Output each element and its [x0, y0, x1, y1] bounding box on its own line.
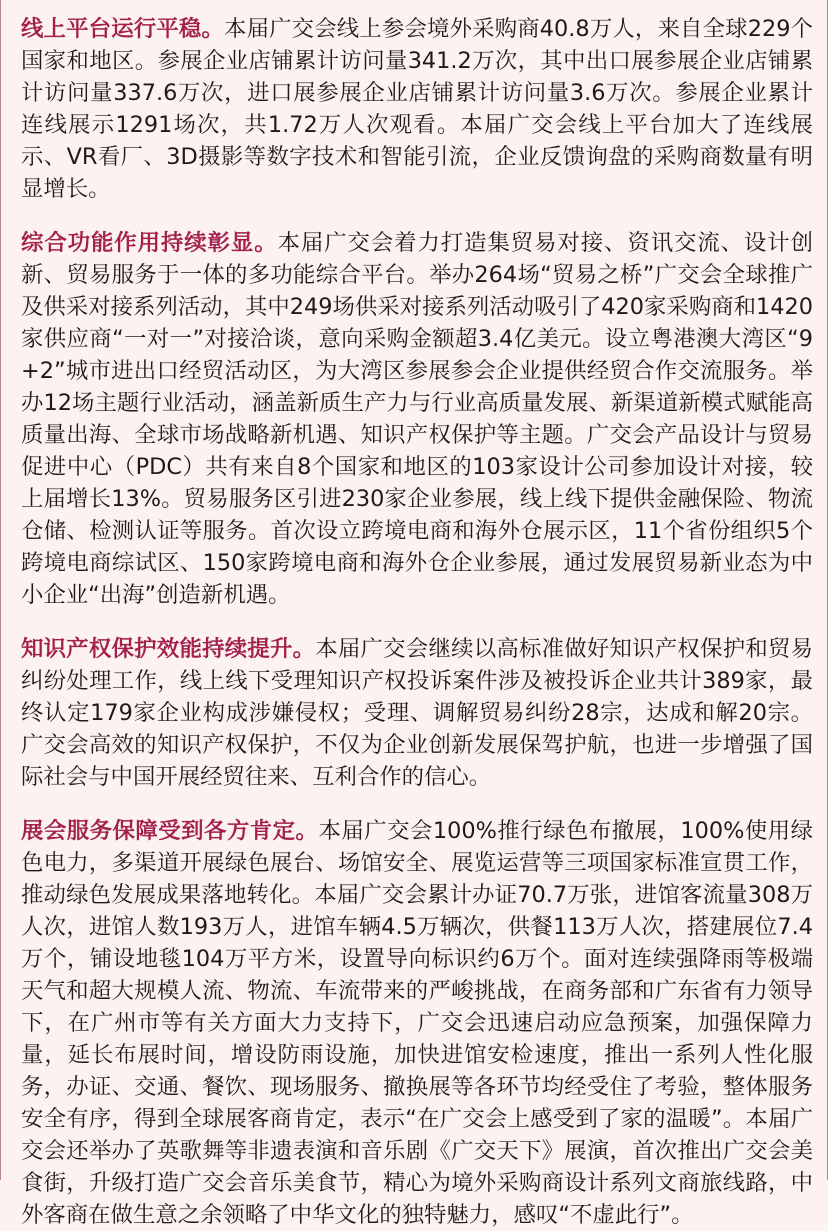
paragraph-lead: 展会服务保障受到各方肯定。	[21, 818, 319, 844]
paragraph-exhibition-services	[21, 815, 813, 1231]
paragraph-text: 本届广交会继续以高标准做好知识产权保护和贸易纠纷处理工作，线上线下受理知识产权投诉案件涉及被投诉企业共计389家，最终认定179家企业构成涉嫌侵权；受理、调解贸易纠纷28宗，达成和解20宗。广交会高效的知识产权保护，不仅为企业创新发展保驾护航，也进一步增强了国际社会与中国开展经贸往来、互利合作的信心。	[21, 636, 814, 790]
paragraph-lead: 综合功能作用持续彰显。	[21, 230, 278, 256]
paragraph-lead: 知识产权保护效能持续提升。	[21, 636, 316, 662]
paragraph-ip-protection	[21, 633, 813, 793]
paragraph-lead: 线上平台运行平稳。	[21, 16, 225, 42]
paragraph-online-platform	[21, 0, 813, 205]
article-body	[21, 0, 813, 1231]
paragraph-comprehensive-functions	[21, 227, 813, 611]
paragraph-text: 本届广交会100%推行绿色布撤展，100%使用绿色电力，多渠道开展绿色展台、场馆安全、展览运营等三项国家标准宣贯工作，推动绿色发展成果落地转化。本届广交会累计办证70.7万张，进馆客流量308万人次，进馆人数193万人，进馆车辆4.5万辆次，供餐113万人次，搭建展位7.4万个，铺设地毯104万平方米，设置导向标识约6万个。面对连续强降雨等极端天气和超大规模人流、物流、车流带来的严峻挑战，在商务部和广东省有力领导下，在广州市等有关方面大力支持下，广交会迅速启动应急预案，加强保障力量，延长布展时间，增设防雨设施，加快进馆安检速度，推出一系列人性化服务，办证、交通、餐饮、现场服务、撤换展等各环节均经受住了考验，整体服务安全有序，得到全球展客商肯定，表示“在广交会上感受到了家的温暖”。本届广交会还举办了英歌舞等非遗表演和音乐剧《广交天下》展演，首次推出广交会美食街，升级打造广交会音乐美食节，精心为境外采购商设计系列文商旅线路，中外客商在做生意之余领略了中华文化的独特魅力，感叹“不虚此行”。	[21, 818, 814, 1228]
paragraph-text: 本届广交会着力打造集贸易对接、资讯交流、设计创新、贸易服务于一体的多功能综合平台。举办264场“贸易之桥”广交会全球推广及供采对接系列活动，其中249场供采对接系列活动吸引了420家采购商和1420家供应商“一对一”对接洽谈，意向采购金额超3.4亿美元。设立粤港澳大湾区“9+2”城市进出口经贸活动区，为大湾区参展参会企业提供经贸合作交流服务。举办12场主题行业活动，涵盖新质生产力与行业高质量发展、新渠道新模式赋能高质量出海、全球市场战略新机遇、知识产权保护等主题。广交会产品设计与贸易促进中心（PDC）共有来自8个国家和地区的103家设计公司参加设计对接，较上届增长13%。贸易服务区引进230家企业参展，线上线下提供金融保险、物流仓储、检测认证等服务。首次设立跨境电商和海外仓展示区，11个省份组织5个跨境电商综试区、150家跨境电商和海外仓企业参展，通过发展贸易新业态为中小企业“出海”创造新机遇。	[21, 230, 814, 608]
paragraph-text: 本届广交会线上参会境外采购商40.8万人，来自全球229个国家和地区。参展企业店铺累计访问量341.2万次，其中出口展参展企业店铺累计访问量337.6万次，进口展参展企业店铺累计访问量3.6万次。参展企业累计连线展示1291场次，共1.72万人次观看。本届广交会线上平台加大了连线展示、VR看厂、3D摄影等数字技术和智能引流，企业反馈询盘的采购商数量有明显增长。	[21, 16, 814, 202]
